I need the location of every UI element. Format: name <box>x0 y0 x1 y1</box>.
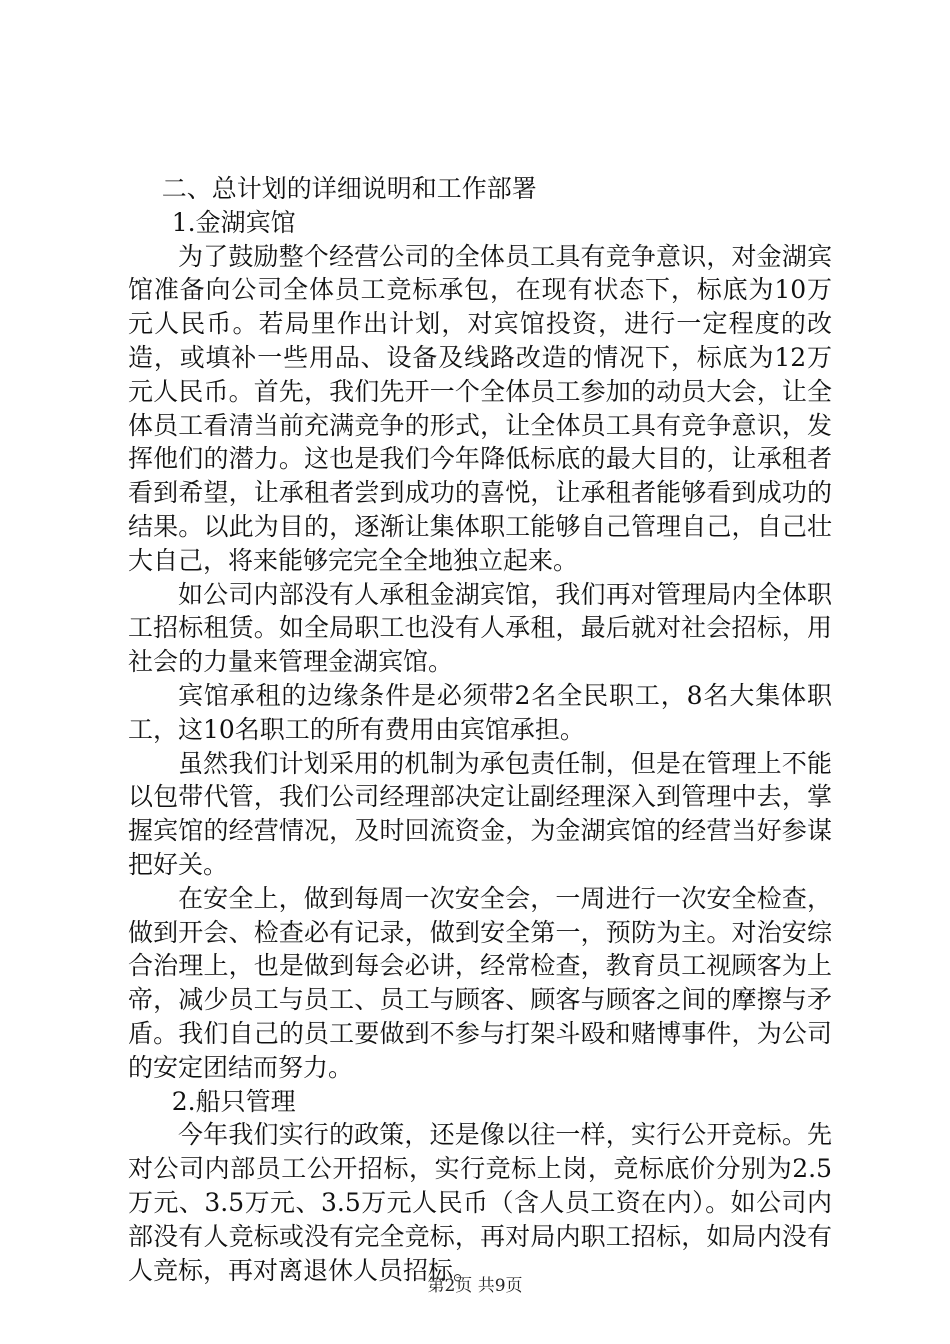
paragraph: 为了鼓励整个经营公司的全体员工具有竞争意识，对金湖宾馆准备向公司全体员工竞标承包，在现有状态下，标底为10万元人民币。若局里作出计划，对宾馆投资，进行一定程度的改造，或填补一些用品、设备及线路改造的情况下，标底为12万元人民币。首先，我们先开一个全体员工参加的动员大会，让全体员工看清当前充满竞争的形式，让全体员工具有竞争意识，发挥他们的潜力。这也是我们今年降低标底的最大目的，让承租者看到希望，让承租者尝到成功的喜悦，让承租者能够看到成功的结果。以此为目的，逐渐让集体职工能够自己管理自己，自己壮大自己，将来能够完完全全地独立起来。 <box>128 241 832 575</box>
paragraph: 宾馆承租的边缘条件是必须带2名全民职工，8名大集体职工，这10名职工的所有费用由宾馆承担。 <box>128 680 832 744</box>
subsection-title-hotel: 1.金湖宾馆 <box>171 207 296 237</box>
paragraph: 如公司内部没有人承租金湖宾馆，我们再对管理局内全体职工招标租赁。如全局职工也没有人承租，最后就对社会招标，用社会的力量来管理金湖宾馆。 <box>128 579 832 677</box>
page-number-footer: 第2页 共9页 <box>427 1276 523 1296</box>
section-heading: 二、总计划的详细说明和工作部署 <box>161 174 537 203</box>
subsection-title-boats: 2.船只管理 <box>171 1086 296 1116</box>
paragraph: 虽然我们计划采用的机制为承包责任制，但是在管理上不能以包带代管，我们公司经理部决定让副经理深入到管理中去，掌握宾馆的经营情况，及时回流资金，为金湖宾馆的经营当好参谋把好关。 <box>128 748 832 879</box>
paragraph: 在安全上，做到每周一次安全会，一周进行一次安全检查，做到开会、检查必有记录，做到安全第一，预防为主。对治安综合治理上，也是做到每会必讲，经常检查，教育员工视顾客为上帝，减少员工与员工、员工与顾客、顾客与顾客之间的摩擦与矛盾。我们自己的员工要做到不参与打架斗殴和赌博事件，为公司的安定团结而努力。 <box>128 883 832 1082</box>
document-body <box>128 172 832 1287</box>
paragraph: 今年我们实行的政策，还是像以往一样，实行公开竞标。先对公司内部员工公开招标，实行竞标上岗，竞标底价分别为2.5万元、3.5万元、3.5万元人民币（含人员工资在内）。如公司内部没有人竞标或没有完全竞标，再对局内职工招标，如局内没有人竞标，再对离退休人员招标。 <box>128 1120 832 1285</box>
